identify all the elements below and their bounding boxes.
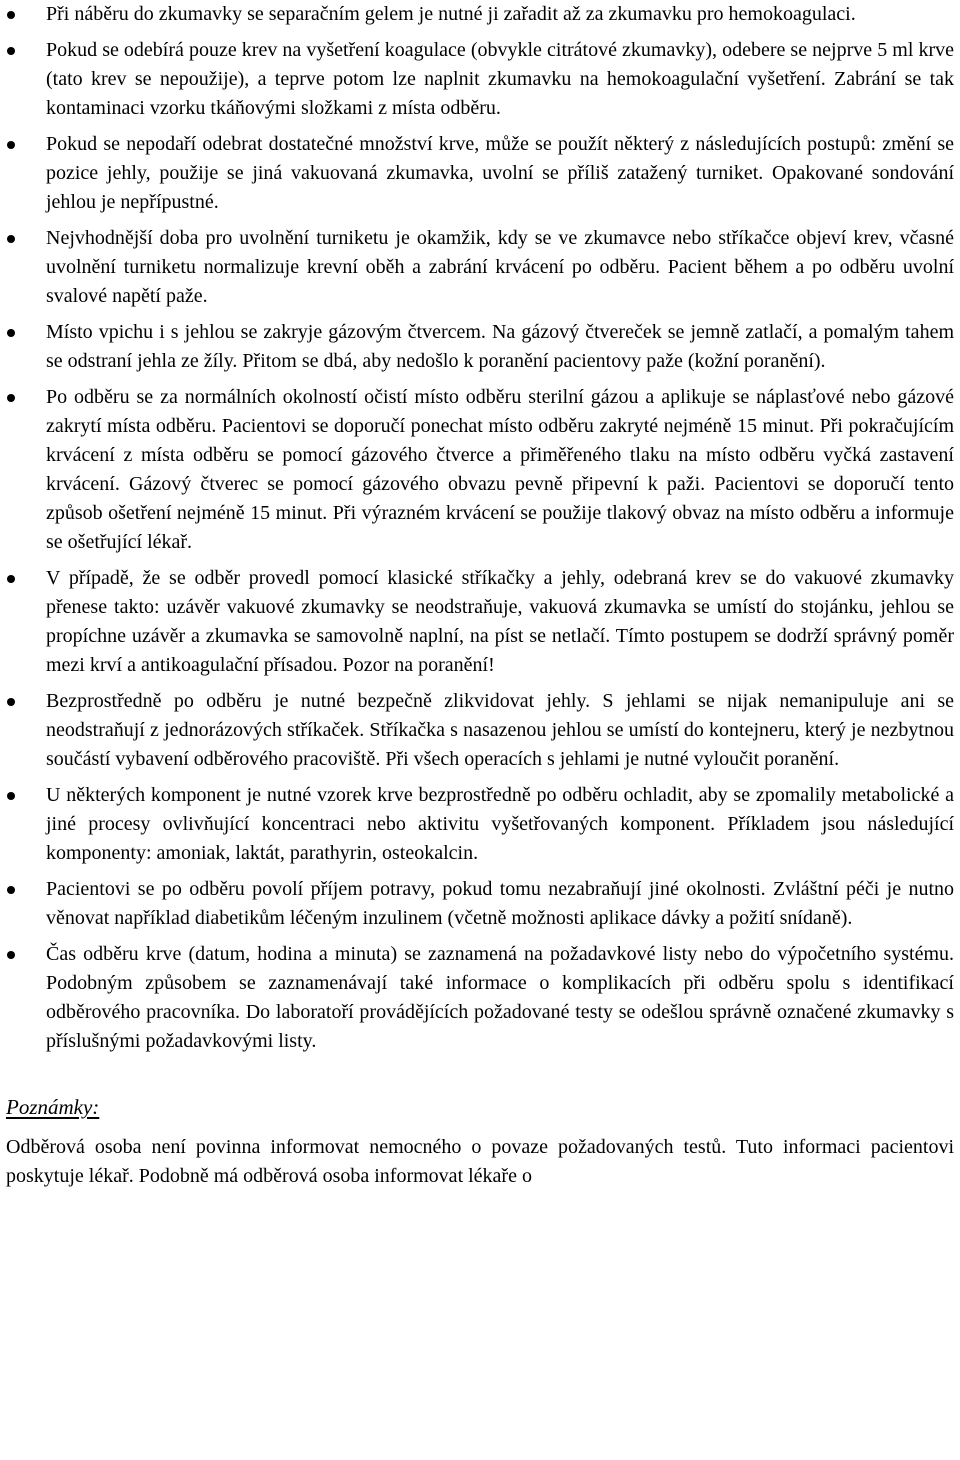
- notes-heading: Poznámky:: [6, 1095, 100, 1119]
- bullet-item: V případě, že se odběr provedl pomocí klasické stříkačky a jehly, odebraná krev se do vakuové zkumavky přenese takto: uzávěr vakuové zkumavky se neodstraňuje, vakuová zkumavka se umístí do stojánku, jehlou se propíchne uzávěr a zkumavka se samovolně naplní, na píst se netlačí. Tímto postupem se dodrží správný poměr mezi krví a antikoagulační přísadou. Pozor na poranění!: [6, 564, 954, 680]
- bullet-item: U některých komponent je nutné vzorek krve bezprostředně po odběru ochladit, aby se zpomalily metabolické a jiné procesy ovlivňující koncentraci nebo aktivitu vyšetřovaných komponent. Příkladem jsou následující komponenty: amoniak, laktát, parathyrin, osteokalcin.: [6, 781, 954, 868]
- bullet-item: Místo vpichu i s jehlou se zakryje gázovým čtvercem. Na gázový čtvereček se jemně zatlačí, a pomalým tahem se odstraní jehla ze žíly. Přitom se dbá, aby nedošlo k poranění pacientovy paže (kožní poranění).: [6, 318, 954, 376]
- bullet-item: Čas odběru krve (datum, hodina a minuta) se zaznamená na požadavkové listy nebo do výpočetního systému. Podobným způsobem se zaznamenávají také informace o komplikacích při odběru spolu s identifikací odběrového pracovníka. Do laboratoří provádějících požadované testy se odešlou správně označené zkumavky s příslušnými požadavkovými listy.: [6, 940, 954, 1056]
- bullet-item: Pokud se nepodaří odebrat dostatečné množství krve, může se použít některý z následujících postupů: změní se pozice jehly, použije se jiná vakuovaná zkumavka, uvolní se příliš zatažený turniket. Opakované sondování jehlou je nepřípustné.: [6, 130, 954, 217]
- bullet-list: [6, 0, 954, 1056]
- document-page: [6, 0, 954, 1191]
- bullet-item: Po odběru se za normálních okolností očistí místo odběru sterilní gázou a aplikuje se náplasťové nebo gázové zakrytí místa odběru. Pacientovi se doporučí ponechat místo odběru zakryté nejméně 15 minut. Při pokračujícím krvácení z místa odběru se pomocí gázového čtverce a přiměřeného tlaku na místo odběru vyčká zastavení krvácení. Gázový čtverec se pomocí gázového obvazu pevně připevní k paži. Pacientovi se doporučí tento způsob ošetření nejméně 15 minut. Při výrazném krvácení se použije tlakový obvaz na místo odběru a informuje se ošetřující lékař.: [6, 383, 954, 557]
- notes-paragraph: Odběrová osoba není povinna informovat nemocného o povaze požadovaných testů. Tuto informaci pacientovi poskytuje lékař. Podobně má odběrová osoba informovat lékaře o: [6, 1136, 954, 1187]
- bullet-item: Při náběru do zkumavky se separačním gelem je nutné ji zařadit až za zkumavku pro hemokoagulaci.: [6, 0, 954, 29]
- bullet-item: Bezprostředně po odběru je nutné bezpečně zlikvidovat jehly. S jehlami se nijak nemanipuluje ani se neodstraňují z jednorázových stříkaček. Stříkačka s nasazenou jehlou se umístí do kontejneru, který je nezbytnou součástí vybavení odběrového pracoviště. Při všech operacích s jehlami je nutné vyloučit poranění.: [6, 687, 954, 774]
- bullet-item: Pacientovi se po odběru povolí příjem potravy, pokud tomu nezabraňují jiné okolnosti. Zvláštní péči je nutno věnovat například diabetikům léčeným inzulinem (včetně možnosti aplikace dávky a požití snídaně).: [6, 875, 954, 933]
- bullet-item: Nejvhodnější doba pro uvolnění turniketu je okamžik, kdy se ve zkumavce nebo stříkačce objeví krev, včasné uvolnění turniketu normalizuje krevní oběh a zabrání krvácení po odběru. Pacient během a po odběru uvolní svalové napětí paže.: [6, 224, 954, 311]
- bullet-item: Pokud se odebírá pouze krev na vyšetření koagulace (obvykle citrátové zkumavky), odebere se nejprve 5 ml krve (tato krev se nepoužije), a teprve potom lze naplnit zkumavku na hemokoagulační vyšetření. Zabrání se tak kontaminaci vzorku tkáňovými složkami z místa odběru.: [6, 36, 954, 123]
